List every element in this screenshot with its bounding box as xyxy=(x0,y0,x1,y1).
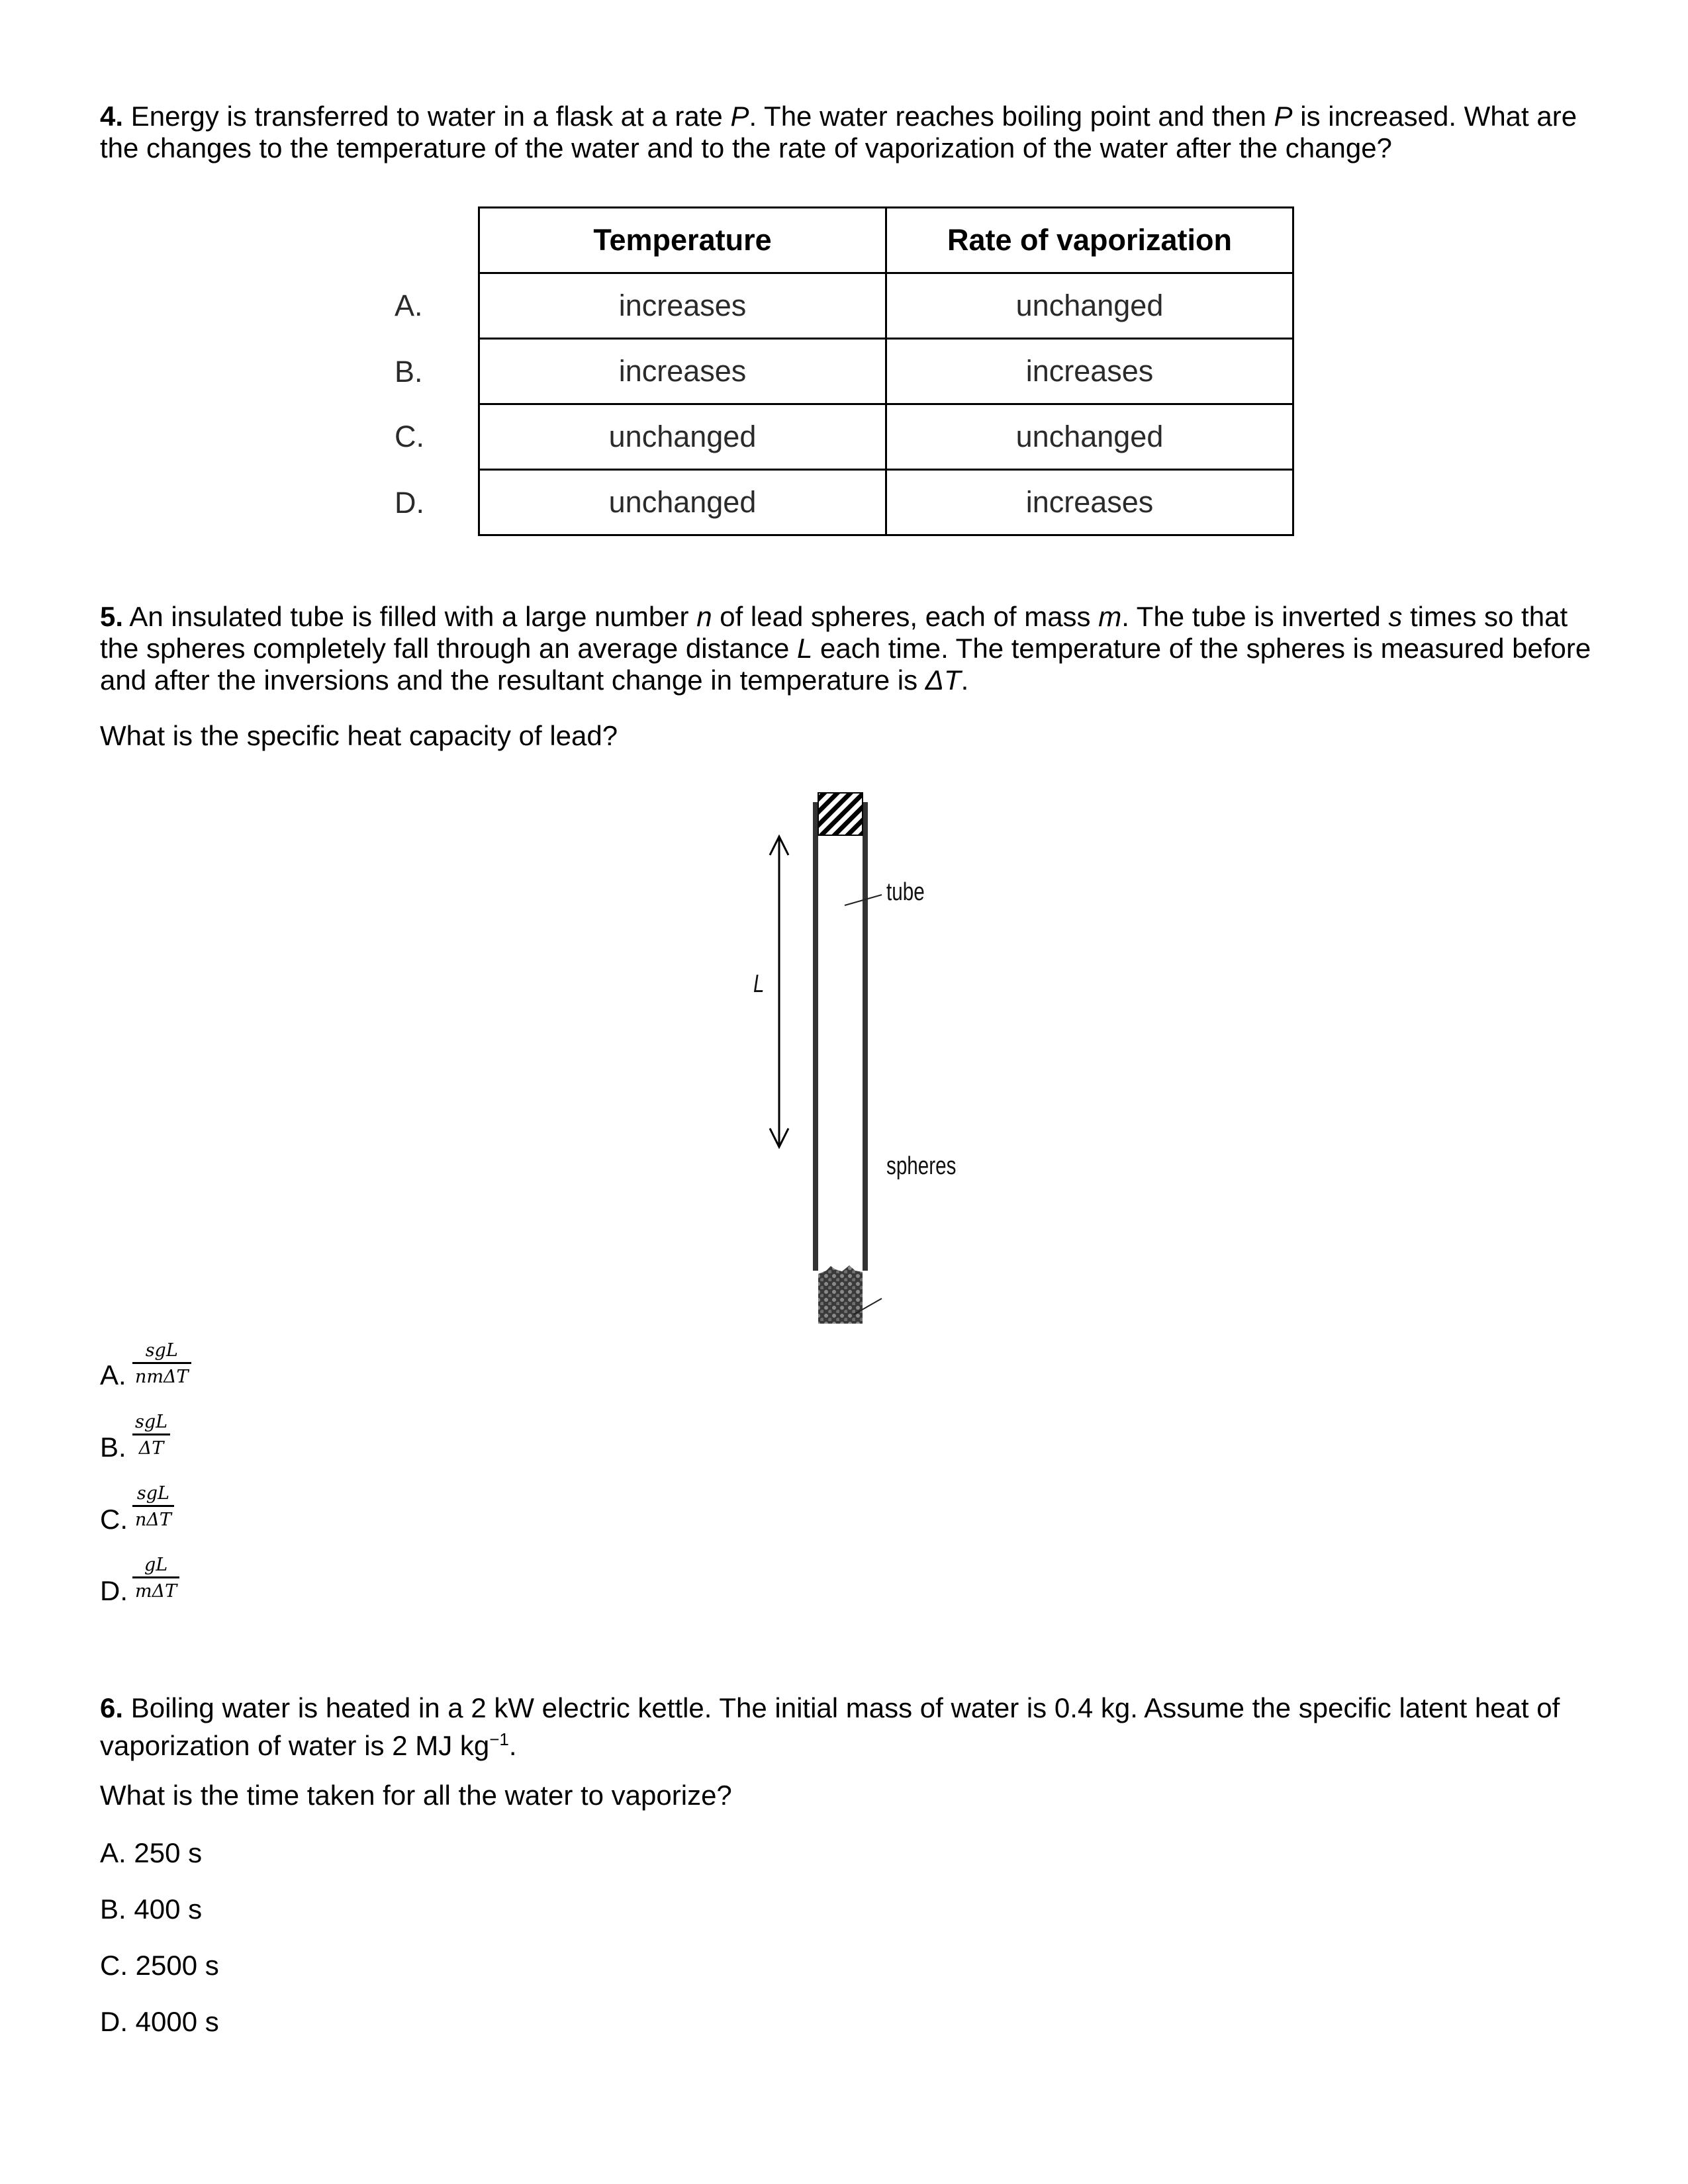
cell-temperature: unchanged xyxy=(479,470,886,535)
q5-option-b-formula: sgL ΔT xyxy=(132,1412,170,1459)
q6-number: 6. xyxy=(100,1692,124,1723)
q5-option-d-formula: gL mΔT xyxy=(132,1555,179,1602)
distance-arrow xyxy=(770,837,788,1147)
label-spheres: spheres xyxy=(886,1152,957,1180)
q4-options-table xyxy=(478,206,1294,536)
table-row xyxy=(479,339,1293,404)
q5-option-a-label: A. xyxy=(100,1359,126,1390)
tube-left-wall xyxy=(813,802,818,1271)
q6-text-line2: vaporization of water is 2 MJ $kg^{-1}$. xyxy=(100,1729,517,1761)
q5-option-a-formula: sgL nmΔT xyxy=(132,1340,191,1387)
cell-temperature: increases xyxy=(479,339,886,404)
q4-text-line2: the changes to the temperature of the water and to the rate of vaporization of the water after the change? xyxy=(100,132,1392,163)
cell-rate: unchanged xyxy=(886,404,1293,470)
q5-option-c-formula: sgL nΔT xyxy=(132,1483,174,1530)
q5-text-line2: the spheres completely fall through an average distance L each time. The temperature of the spheres is measured before xyxy=(100,633,1591,664)
q5-text-line3: and after the inversions and the resultant change in temperature is ΔT. xyxy=(100,664,969,696)
q5-option-b-label: B. xyxy=(100,1432,126,1463)
q6-option-b: B. 400 s xyxy=(100,1893,203,1925)
q5-option-d-label: D. xyxy=(100,1575,128,1606)
q5-number: 5. xyxy=(100,601,124,632)
table-header-row xyxy=(479,208,1293,273)
tube-diagram xyxy=(728,781,993,1324)
table-row xyxy=(479,404,1293,470)
tube-right-wall xyxy=(863,802,868,1271)
table-row xyxy=(479,470,1293,535)
table-row xyxy=(479,273,1293,339)
row-label-d: D. xyxy=(395,486,424,520)
q4-text-line1: 4. Energy is transferred to water in a flask at a rate P. The water reaches boiling point and then P is increased. What are xyxy=(100,101,1577,132)
cell-rate: increases xyxy=(886,470,1293,535)
q6-text-line1: 6. Boiling water is heated in a 2 kW electric kettle. The initial mass of water is 0.4 kg. Assume the specific latent heat of xyxy=(100,1692,1560,1723)
top-cap xyxy=(818,793,863,835)
lead-spheres xyxy=(818,1265,863,1324)
cell-rate: increases xyxy=(886,339,1293,404)
q5-text-line1: 5. An insulated tube is filled with a large number n of lead spheres, each of mass m. The tube is inverted s times so that xyxy=(100,601,1568,632)
q5-question: What is the specific heat capacity of lead? xyxy=(100,720,618,751)
header-temperature: Temperature xyxy=(479,208,886,273)
row-label-c: C. xyxy=(395,420,424,453)
cell-rate: unchanged xyxy=(886,273,1293,339)
label-tube: tube xyxy=(886,878,925,906)
cell-temperature: increases xyxy=(479,273,886,339)
q6-question: What is the time taken for all the water to vaporize? xyxy=(100,1780,732,1811)
q6-option-d: D. 4000 s xyxy=(100,2006,219,2037)
q6-option-c: C. 2500 s xyxy=(100,1950,219,1981)
cell-temperature: unchanged xyxy=(479,404,886,470)
row-label-b: B. xyxy=(395,355,423,388)
q6-option-a: A. 250 s xyxy=(100,1837,203,1868)
q5-option-c-label: C. xyxy=(100,1504,128,1535)
header-rate-of-vaporization: Rate of vaporization xyxy=(886,208,1293,273)
row-label-a: A. xyxy=(395,289,423,322)
q4-number: 4. xyxy=(100,101,124,132)
label-L: L xyxy=(753,970,765,998)
